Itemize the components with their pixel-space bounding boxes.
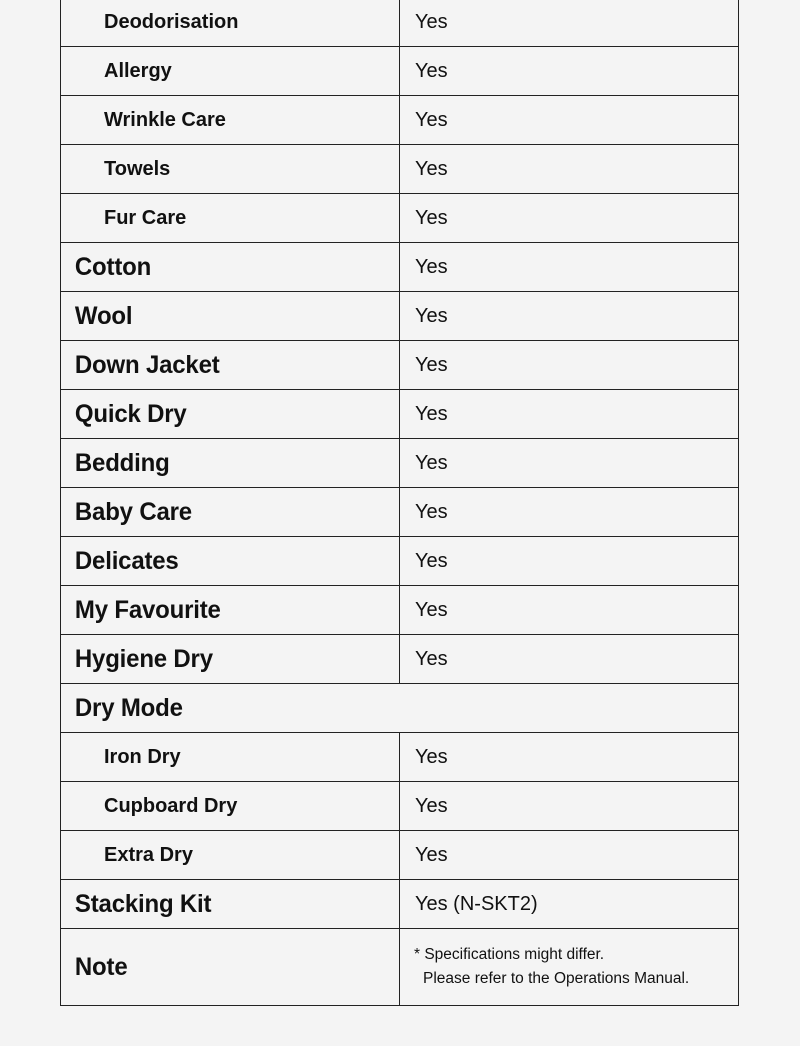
row-value-bedding: Yes [400,439,739,488]
row-label-cotton: Cotton [61,243,386,292]
table-row [61,194,739,243]
row-value-cotton: Yes [400,243,739,292]
row-label-allergy: Allergy [61,47,400,96]
row-value-fur-care: Yes [400,194,739,243]
specifications-table [60,0,739,1006]
table-row [61,390,739,439]
row-value-quick-dry: Yes [400,390,739,439]
table-row [61,341,739,390]
note-line-2: Please refer to the Operations Manual. [423,970,690,987]
note-text [400,929,739,1006]
section-label-dry-mode: Dry Mode [61,684,712,733]
row-label-extra-dry: Extra Dry [61,831,400,880]
row-value-wool: Yes [400,292,739,341]
table-row [61,243,739,292]
row-value-iron-dry: Yes [400,733,739,782]
row-label-wrinkle-care: Wrinkle Care [61,96,400,145]
row-value-delicates: Yes [400,537,739,586]
row-value-stacking-kit: Yes (N-SKT2) [400,880,739,929]
specifications-table-body [61,0,739,1006]
row-value-my-favourite: Yes [400,586,739,635]
row-label-wool: Wool [61,292,386,341]
row-label-deodorisation: Deodorisation [61,0,400,47]
note-line-1: * Specifications might differ. [414,946,605,963]
table-row [61,47,739,96]
row-label-bedding: Bedding [61,439,386,488]
row-label-fur-care: Fur Care [61,194,400,243]
table-row [61,145,739,194]
table-row [61,537,739,586]
row-value-extra-dry: Yes [400,831,739,880]
table-row [61,292,739,341]
note-label: Note [61,929,386,1006]
row-value-wrinkle-care: Yes [400,96,739,145]
table-row [61,831,739,880]
note-row [61,929,739,1006]
table-row [61,880,739,929]
row-value-cupboard-dry: Yes [400,782,739,831]
table-row [61,0,739,47]
table-row [61,96,739,145]
row-value-hygiene-dry: Yes [400,635,739,684]
table-row [61,439,739,488]
row-label-cupboard-dry: Cupboard Dry [61,782,400,831]
row-value-baby-care: Yes [400,488,739,537]
row-value-towels: Yes [400,145,739,194]
row-label-down-jacket: Down Jacket [61,341,386,390]
table-section-row [61,684,739,733]
table-row [61,782,739,831]
row-label-stacking-kit: Stacking Kit [61,880,386,929]
row-value-down-jacket: Yes [400,341,739,390]
table-row [61,733,739,782]
row-value-deodorisation: Yes [400,0,739,47]
row-label-delicates: Delicates [61,537,386,586]
row-label-quick-dry: Quick Dry [61,390,386,439]
table-row [61,586,739,635]
row-label-iron-dry: Iron Dry [61,733,400,782]
row-label-hygiene-dry: Hygiene Dry [61,635,386,684]
row-label-baby-care: Baby Care [61,488,386,537]
row-label-my-favourite: My Favourite [61,586,386,635]
row-value-allergy: Yes [400,47,739,96]
table-row [61,488,739,537]
table-row [61,635,739,684]
row-label-towels: Towels [61,145,400,194]
